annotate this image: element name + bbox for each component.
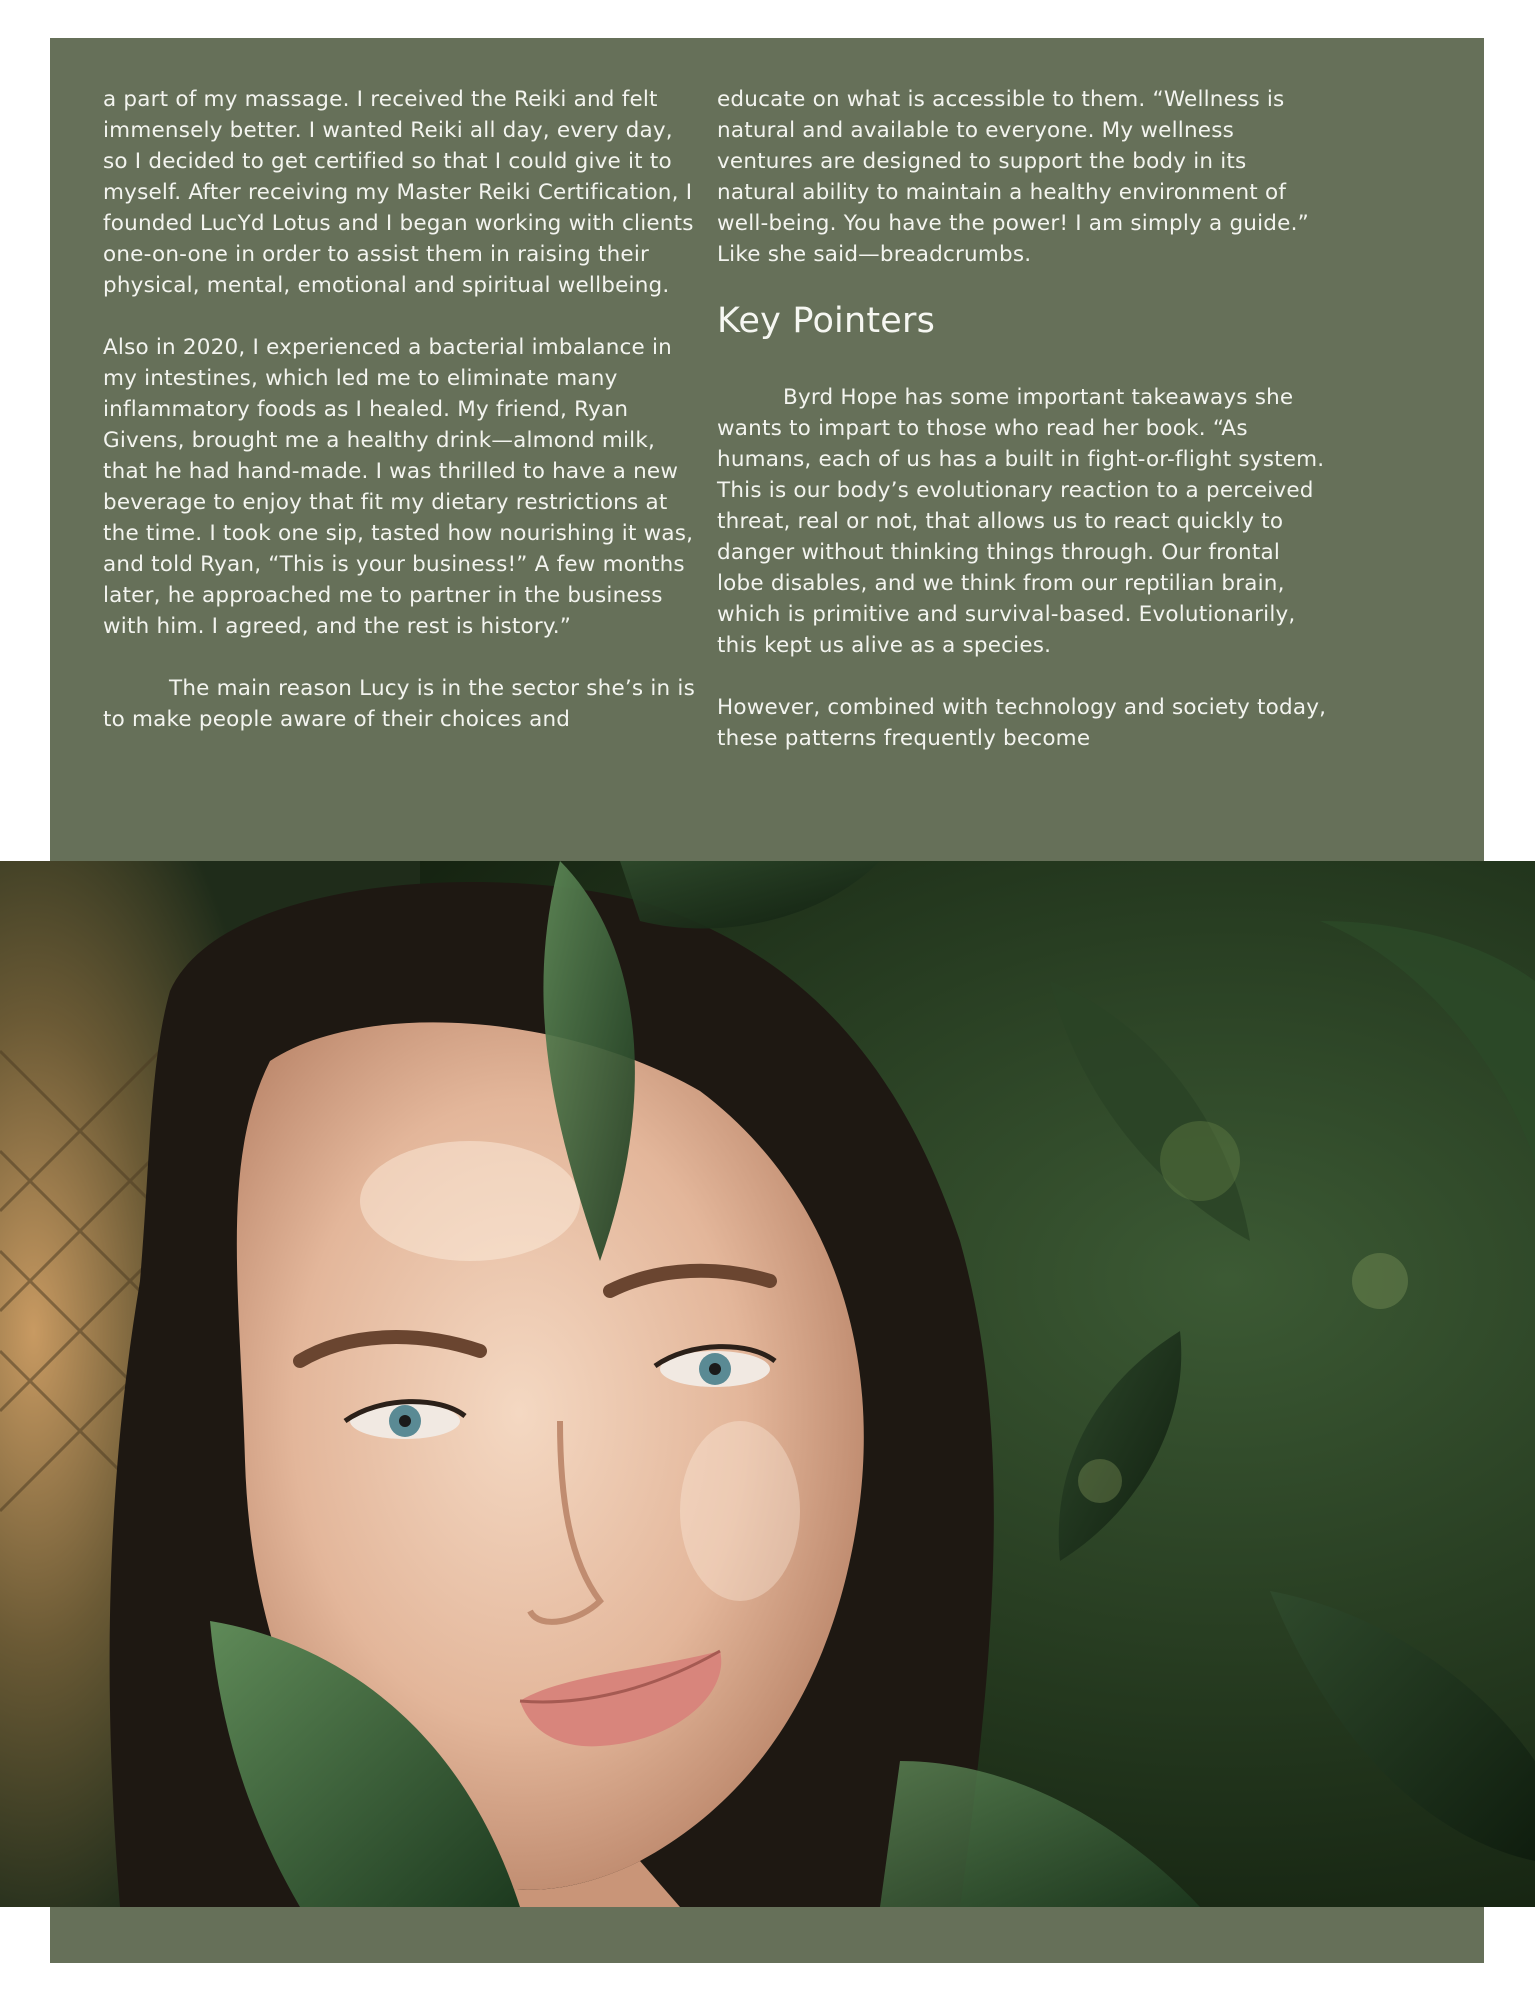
paragraph: a part of my massage. I received the Reiki and felt immensely better. I wanted Reiki all day, every day, so I decided to get certified so that I could give it to myself. After receiving my Master Reiki Certification, I founded LucYd Lotus and I began working with clients one-on-one in order to assist them in raising their physical, mental, emotional and spiritual wellbeing. (103, 87, 694, 298)
paragraph: Also in 2020, I experienced a bacterial imbalance in my intestines, which led me to eliminate many inflammatory foods as I healed. My friend, Ryan Givens, brought me a healthy drink—almond milk, that he had hand-made. I was thrilled to have a new beverage to enjoy that fit my dietary restrictions at the time. I took one sip, tasted how nourishing it was, and told Ryan, “This is your business!” A few months later, he approached me to partner in the business with him. I agreed, and the rest is history.” (103, 335, 694, 639)
portrait-illustration (0, 861, 1535, 1907)
paragraph: Byrd Hope has some important takeaways she wants to impart to those who read her book. “As humans, each of us has a built in fight-or-flight system. This is our body’s evolutionary reaction to a perceived threat, real or not, that allows us to react quickly to danger without thinking things through. Our frontal lobe disables, and we think from our reptilian brain, which is primitive and survival-based. Evolutionarily, this kept us alive as a species. (717, 385, 1325, 658)
paragraph: The main reason Lucy is in the sector she’s in is to make people aware of their choices and (103, 676, 695, 732)
left-text-column (103, 84, 701, 766)
paragraph: educate on what is accessible to them. “Wellness is natural and available to everyone. My wellness ventures are designed to support the body in its natural ability to maintain a healthy environment of well-being. You have the power! I am simply a guide.” Like she said—breadcrumbs. (717, 87, 1309, 267)
section-heading: Key Pointers (717, 301, 936, 341)
portrait-photo (0, 861, 1535, 1907)
paragraph: However, combined with technology and society today, these patterns frequently become (717, 695, 1327, 751)
right-text-column (717, 84, 1327, 785)
